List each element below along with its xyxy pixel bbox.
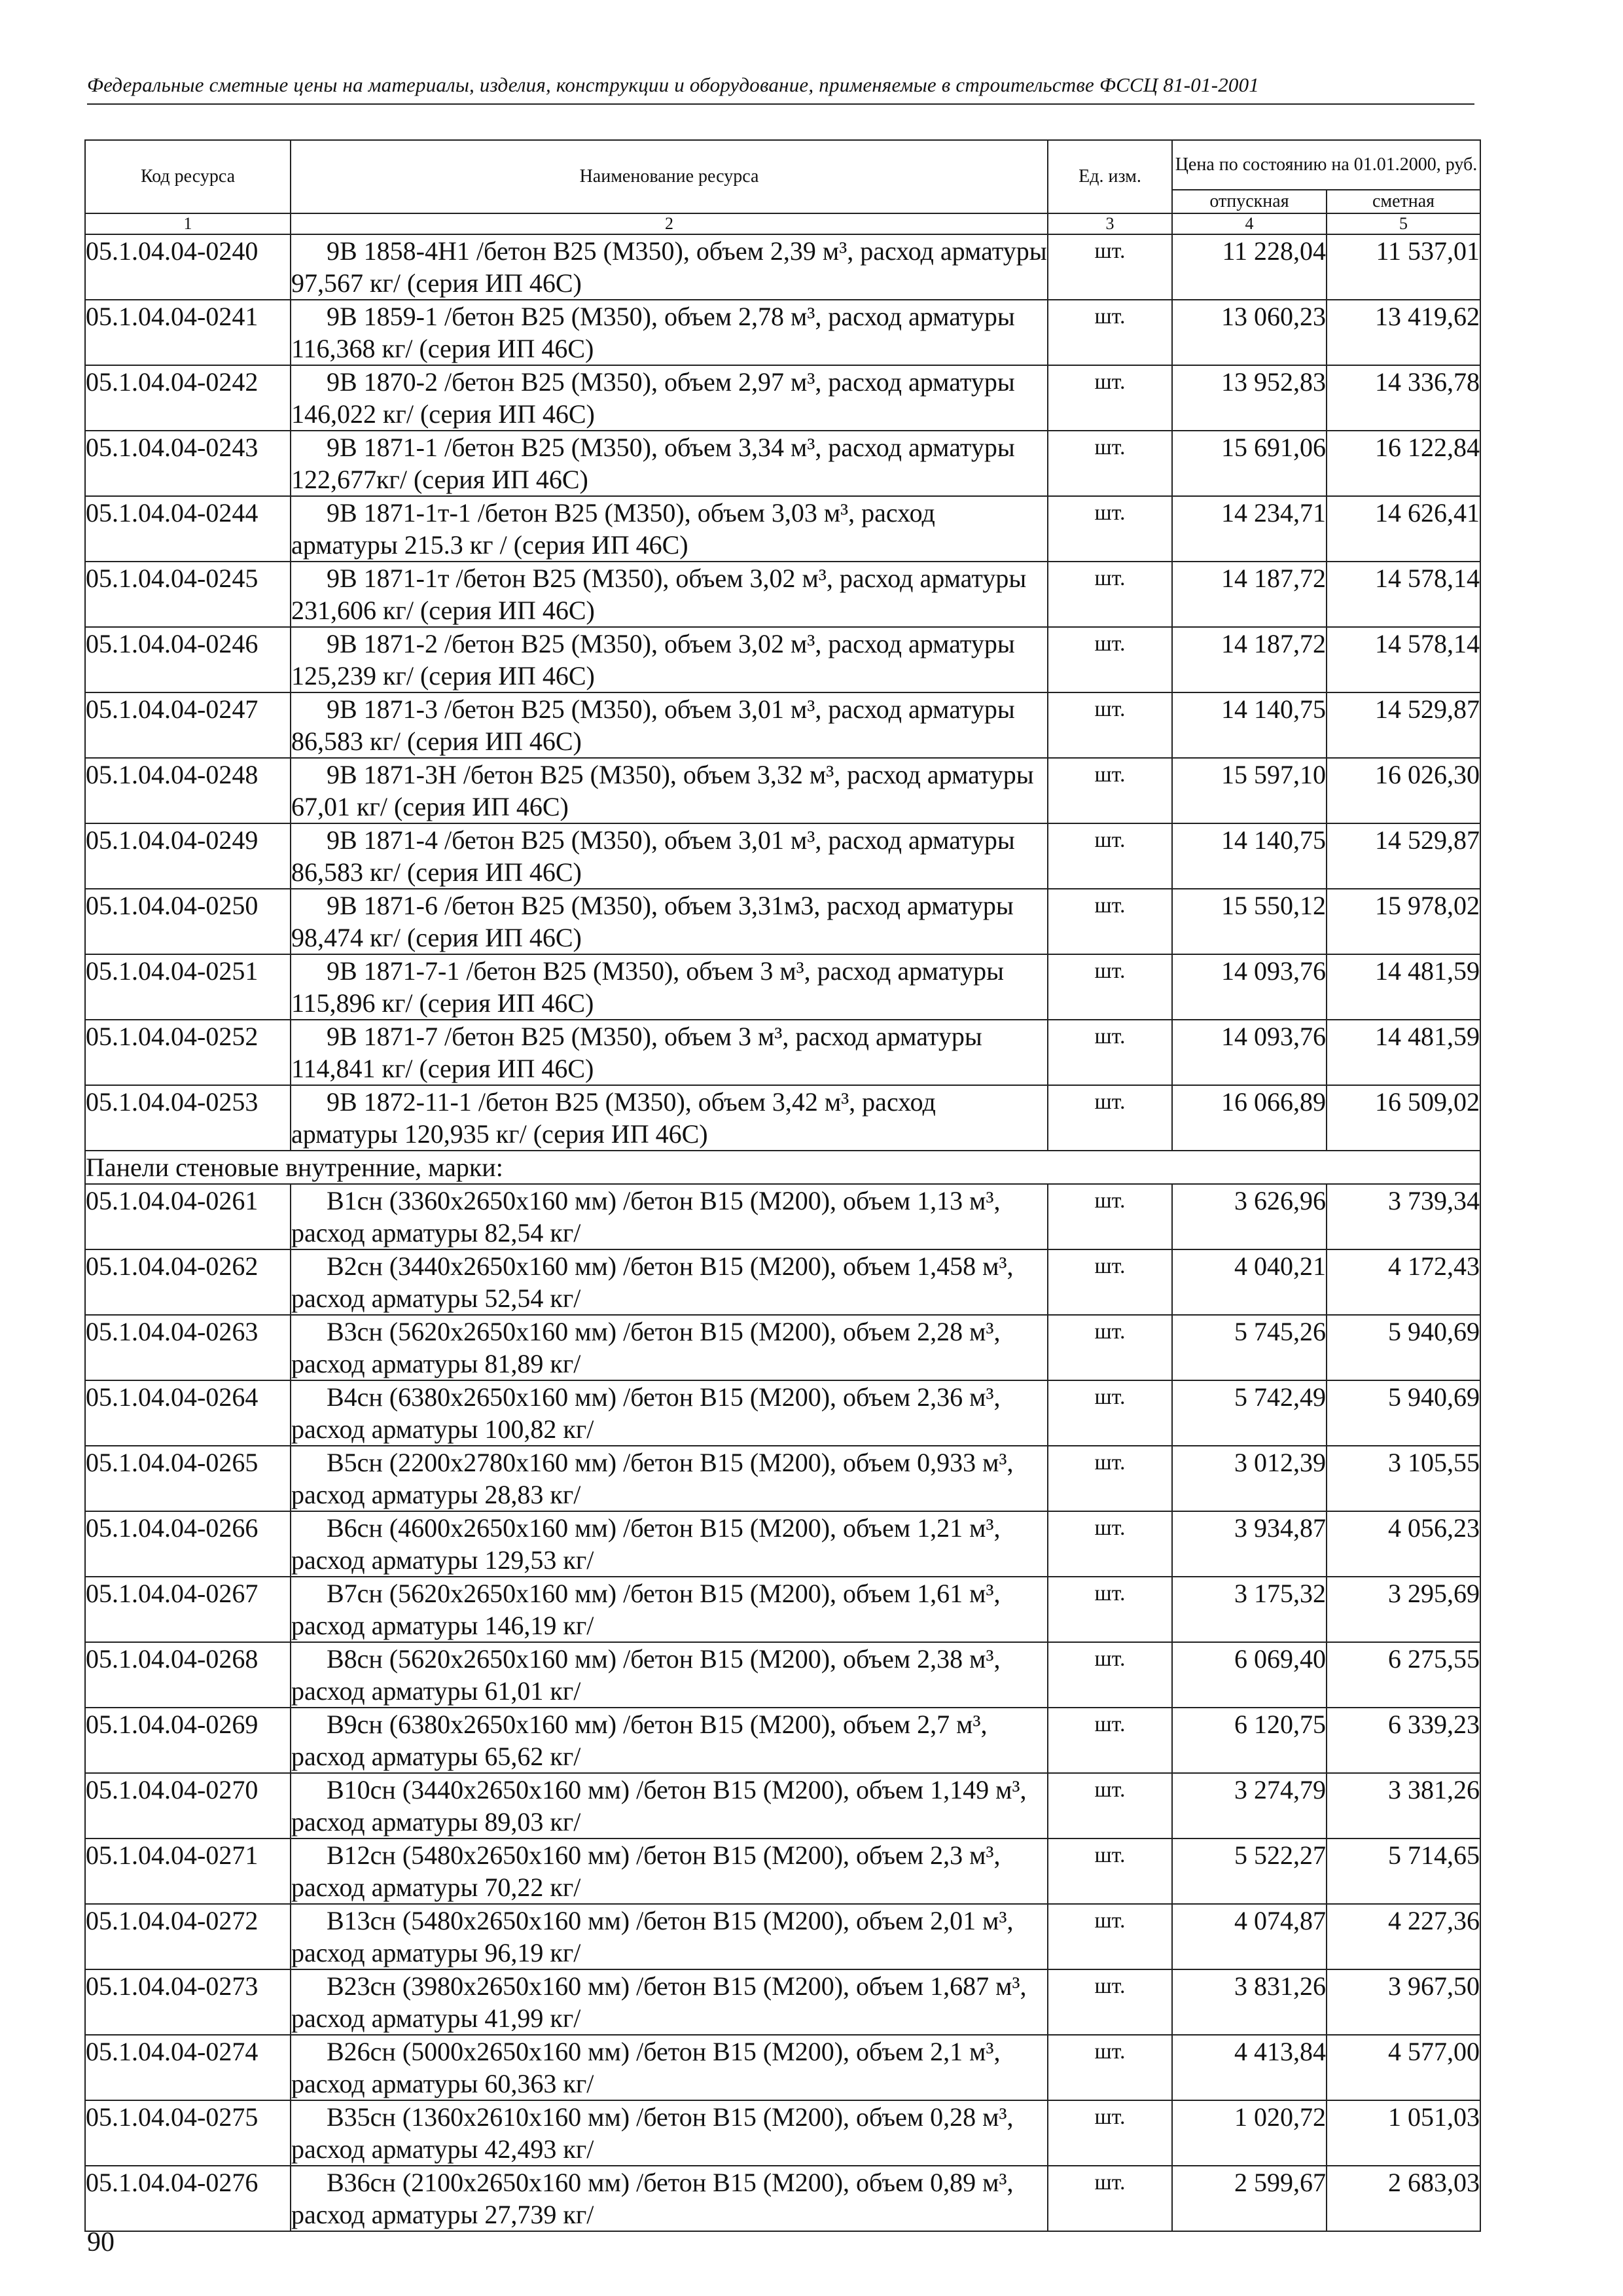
release-price-cell: 5 742,49 bbox=[1172, 1380, 1327, 1446]
table-row bbox=[85, 1904, 1480, 1969]
release-price-cell: 14 234,71 bbox=[1172, 496, 1327, 562]
code-cell: 05.1.04.04-0264 bbox=[85, 1380, 291, 1446]
name-cell bbox=[291, 692, 1048, 758]
release-price-cell: 15 550,12 bbox=[1172, 889, 1327, 954]
estimate-price-cell: 3 967,50 bbox=[1327, 1969, 1480, 2035]
name-cell bbox=[291, 1511, 1048, 1577]
code-cell: 05.1.04.04-0270 bbox=[85, 1773, 291, 1839]
resource-name: В9сн (6380х2650х160 мм) /бетон В15 (М200), объем 2,7 м³, расход арматуры 65,62 кг/ bbox=[291, 1710, 988, 1771]
release-price-cell: 15 691,06 bbox=[1172, 431, 1327, 496]
table-section bbox=[85, 1151, 1480, 1184]
estimate-price-cell: 16 026,30 bbox=[1327, 758, 1480, 823]
unit-cell: шт. bbox=[1048, 1085, 1172, 1151]
unit-cell: шт. bbox=[1048, 562, 1172, 627]
code-cell: 05.1.04.04-0268 bbox=[85, 1642, 291, 1708]
table-row bbox=[85, 1249, 1480, 1315]
column-number: 2 bbox=[291, 213, 1048, 234]
code-cell: 05.1.04.04-0243 bbox=[85, 431, 291, 496]
estimate-price-cell: 16 509,02 bbox=[1327, 1085, 1480, 1151]
estimate-price-cell: 5 940,69 bbox=[1327, 1315, 1480, 1380]
resource-name: 9В 1871-7 /бетон В25 (М350), объем 3 м³, расход арматуры 114,841 кг/ (серия ИП 46С) bbox=[291, 1022, 982, 1083]
estimate-price-cell: 13 419,62 bbox=[1327, 300, 1480, 365]
code-cell: 05.1.04.04-0265 bbox=[85, 1446, 291, 1511]
code-cell: 05.1.04.04-0266 bbox=[85, 1511, 291, 1577]
release-price-cell: 16 066,89 bbox=[1172, 1085, 1327, 1151]
estimate-price-cell: 11 537,01 bbox=[1327, 234, 1480, 300]
unit-cell: шт. bbox=[1048, 1249, 1172, 1315]
release-price-cell: 14 093,76 bbox=[1172, 1020, 1327, 1085]
estimate-price-cell: 6 275,55 bbox=[1327, 1642, 1480, 1708]
resource-name: В26сн (5000х2650х160 мм) /бетон В15 (М200), объем 2,1 м³, расход арматуры 60,363 кг/ bbox=[291, 2037, 1001, 2098]
table-row bbox=[85, 823, 1480, 889]
release-price-cell: 5 522,27 bbox=[1172, 1839, 1327, 1904]
name-cell bbox=[291, 2100, 1048, 2166]
unit-cell: шт. bbox=[1048, 300, 1172, 365]
name-cell bbox=[291, 300, 1048, 365]
release-price-cell: 3 626,96 bbox=[1172, 1184, 1327, 1249]
name-cell bbox=[291, 889, 1048, 954]
code-cell: 05.1.04.04-0272 bbox=[85, 1904, 291, 1969]
name-cell bbox=[291, 365, 1048, 431]
code-cell: 05.1.04.04-0244 bbox=[85, 496, 291, 562]
table-header bbox=[85, 140, 1480, 234]
estimate-price-cell: 3 381,26 bbox=[1327, 1773, 1480, 1839]
table-row bbox=[85, 431, 1480, 496]
name-cell bbox=[291, 496, 1048, 562]
table-row bbox=[85, 1969, 1480, 2035]
table-row bbox=[85, 234, 1480, 300]
resource-name: В2сн (3440х2650х160 мм) /бетон В15 (М200), объем 1,458 м³, расход арматуры 52,54 кг/ bbox=[291, 1251, 1014, 1313]
column-number: 5 bbox=[1327, 213, 1480, 234]
resource-name: В23сн (3980х2650х160 мм) /бетон В15 (М200), объем 1,687 м³, расход арматуры 41,99 кг/ bbox=[291, 1971, 1027, 2033]
release-price-cell: 14 140,75 bbox=[1172, 692, 1327, 758]
header-rule bbox=[87, 103, 1474, 105]
name-cell bbox=[291, 1184, 1048, 1249]
table-row bbox=[85, 1773, 1480, 1839]
code-cell: 05.1.04.04-0249 bbox=[85, 823, 291, 889]
resource-name: 9В 1871-3Н /бетон В25 (М350), объем 3,32 м³, расход арматуры 67,01 кг/ (серия ИП 46С) bbox=[291, 760, 1034, 821]
column-number: 3 bbox=[1048, 213, 1172, 234]
estimate-price-cell: 3 739,34 bbox=[1327, 1184, 1480, 1249]
resource-name: 9В 1871-1 /бетон В25 (М350), объем 3,34 м³, расход арматуры 122,677кг/ (серия ИП 46С) bbox=[291, 433, 1015, 494]
unit-cell: шт. bbox=[1048, 496, 1172, 562]
estimate-price-cell: 3 105,55 bbox=[1327, 1446, 1480, 1511]
resource-name: В1сн (3360х2650х160 мм) /бетон В15 (М200), объем 1,13 м³, расход арматуры 82,54 кг/ bbox=[291, 1186, 1001, 1247]
header-code: Код ресурса bbox=[85, 140, 291, 213]
release-price-cell: 2 599,67 bbox=[1172, 2166, 1327, 2231]
code-cell: 05.1.04.04-0250 bbox=[85, 889, 291, 954]
unit-cell: шт. bbox=[1048, 954, 1172, 1020]
estimate-price-cell: 4 172,43 bbox=[1327, 1249, 1480, 1315]
code-cell: 05.1.04.04-0261 bbox=[85, 1184, 291, 1249]
release-price-cell: 5 745,26 bbox=[1172, 1315, 1327, 1380]
release-price-cell: 6 069,40 bbox=[1172, 1642, 1327, 1708]
estimate-price-cell: 14 626,41 bbox=[1327, 496, 1480, 562]
table-row bbox=[85, 1085, 1480, 1151]
code-cell: 05.1.04.04-0273 bbox=[85, 1969, 291, 2035]
code-cell: 05.1.04.04-0275 bbox=[85, 2100, 291, 2166]
estimate-price-cell: 14 578,14 bbox=[1327, 562, 1480, 627]
estimate-price-cell: 4 577,00 bbox=[1327, 2035, 1480, 2100]
resource-name: 9В 1871-7-1 /бетон В25 (М350), объем 3 м³, расход арматуры 115,896 кг/ (серия ИП 46С) bbox=[291, 956, 1005, 1018]
resource-name: В12сн (5480х2650х160 мм) /бетон В15 (М200), объем 2,3 м³, расход арматуры 70,22 кг/ bbox=[291, 1840, 1001, 1902]
table-row bbox=[85, 1642, 1480, 1708]
code-cell: 05.1.04.04-0252 bbox=[85, 1020, 291, 1085]
name-cell bbox=[291, 1020, 1048, 1085]
unit-cell: шт. bbox=[1048, 1969, 1172, 2035]
code-cell: 05.1.04.04-0263 bbox=[85, 1315, 291, 1380]
estimate-price-cell: 14 578,14 bbox=[1327, 627, 1480, 692]
name-cell bbox=[291, 1085, 1048, 1151]
table-body-reinforced-blocks bbox=[85, 234, 1480, 1151]
resource-name: 9В 1859-1 /бетон В25 (М350), объем 2,78 м³, расход арматуры 116,368 кг/ (серия ИП 46С) bbox=[291, 302, 1015, 363]
release-price-cell: 14 187,72 bbox=[1172, 562, 1327, 627]
release-price-cell: 3 831,26 bbox=[1172, 1969, 1327, 2035]
resource-name: 9В 1858-4Н1 /бетон В25 (М350), объем 2,39 м³, расход арматуры 97,567 кг/ (серия ИП 46С) bbox=[291, 236, 1047, 298]
unit-cell: шт. bbox=[1048, 1773, 1172, 1839]
table-row bbox=[85, 1839, 1480, 1904]
unit-cell: шт. bbox=[1048, 692, 1172, 758]
table-body-wall-panels bbox=[85, 1184, 1480, 2231]
name-cell bbox=[291, 234, 1048, 300]
release-price-cell: 4 074,87 bbox=[1172, 1904, 1327, 1969]
unit-cell: шт. bbox=[1048, 234, 1172, 300]
price-table bbox=[84, 139, 1481, 2232]
code-cell: 05.1.04.04-0251 bbox=[85, 954, 291, 1020]
release-price-cell: 13 060,23 bbox=[1172, 300, 1327, 365]
code-cell: 05.1.04.04-0240 bbox=[85, 234, 291, 300]
resource-name: 9В 1871-1т /бетон В25 (М350), объем 3,02 м³, расход арматуры 231,606 кг/ (серия ИП 46С) bbox=[291, 564, 1027, 625]
table-row bbox=[85, 562, 1480, 627]
table-row bbox=[85, 1380, 1480, 1446]
code-cell: 05.1.04.04-0246 bbox=[85, 627, 291, 692]
release-price-cell: 3 274,79 bbox=[1172, 1773, 1327, 1839]
estimate-price-cell: 3 295,69 bbox=[1327, 1577, 1480, 1642]
code-cell: 05.1.04.04-0245 bbox=[85, 562, 291, 627]
name-cell bbox=[291, 562, 1048, 627]
estimate-price-cell: 4 227,36 bbox=[1327, 1904, 1480, 1969]
running-head: Федеральные сметные цены на материалы, изделия, конструкции и оборудование, применяемые в строительстве ФССЦ 81-01-2001 bbox=[87, 73, 1260, 96]
resource-name: 9В 1871-3 /бетон В25 (М350), объем 3,01 м³, расход арматуры 86,583 кг/ (серия ИП 46С) bbox=[291, 694, 1015, 756]
unit-cell: шт. bbox=[1048, 823, 1172, 889]
resource-name: 9В 1871-2 /бетон В25 (М350), объем 3,02 м³, расход арматуры 125,239 кг/ (серия ИП 46С) bbox=[291, 629, 1015, 691]
name-cell bbox=[291, 1642, 1048, 1708]
name-cell bbox=[291, 1249, 1048, 1315]
header-name: Наименование ресурса bbox=[291, 140, 1048, 213]
name-cell bbox=[291, 758, 1048, 823]
code-cell: 05.1.04.04-0271 bbox=[85, 1839, 291, 1904]
release-price-cell: 14 093,76 bbox=[1172, 954, 1327, 1020]
estimate-price-cell: 1 051,03 bbox=[1327, 2100, 1480, 2166]
resource-name: В13сн (5480х2650х160 мм) /бетон В15 (М200), объем 2,01 м³, расход арматуры 96,19 кг/ bbox=[291, 1906, 1014, 1967]
name-cell bbox=[291, 2166, 1048, 2231]
name-cell bbox=[291, 431, 1048, 496]
table-row bbox=[85, 1577, 1480, 1642]
unit-cell: шт. bbox=[1048, 1708, 1172, 1773]
name-cell bbox=[291, 1839, 1048, 1904]
table-row bbox=[85, 889, 1480, 954]
resource-name: В8сн (5620х2650х160 мм) /бетон В15 (М200), объем 2,38 м³, расход арматуры 61,01 кг/ bbox=[291, 1644, 1001, 1706]
code-cell: 05.1.04.04-0276 bbox=[85, 2166, 291, 2231]
unit-cell: шт. bbox=[1048, 1020, 1172, 1085]
release-price-cell: 3 175,32 bbox=[1172, 1577, 1327, 1642]
estimate-price-cell: 14 529,87 bbox=[1327, 692, 1480, 758]
release-price-cell: 4 413,84 bbox=[1172, 2035, 1327, 2100]
header-estimate-price: сметная bbox=[1327, 190, 1480, 213]
table-row bbox=[85, 692, 1480, 758]
release-price-cell: 1 020,72 bbox=[1172, 2100, 1327, 2166]
table-row bbox=[85, 1446, 1480, 1511]
unit-cell: шт. bbox=[1048, 1380, 1172, 1446]
column-number: 1 bbox=[85, 213, 291, 234]
estimate-price-cell: 16 122,84 bbox=[1327, 431, 1480, 496]
release-price-cell: 3 012,39 bbox=[1172, 1446, 1327, 1511]
release-price-cell: 3 934,87 bbox=[1172, 1511, 1327, 1577]
unit-cell: шт. bbox=[1048, 2166, 1172, 2231]
resource-name: 9В 1871-1т-1 /бетон В25 (М350), объем 3,03 м³, расход арматуры 215.3 кг / (серия ИП 46С) bbox=[291, 498, 935, 560]
code-cell: 05.1.04.04-0242 bbox=[85, 365, 291, 431]
code-cell: 05.1.04.04-0241 bbox=[85, 300, 291, 365]
estimate-price-cell: 14 529,87 bbox=[1327, 823, 1480, 889]
unit-cell: шт. bbox=[1048, 1315, 1172, 1380]
unit-cell: шт. bbox=[1048, 2100, 1172, 2166]
table-row bbox=[85, 300, 1480, 365]
unit-cell: шт. bbox=[1048, 431, 1172, 496]
name-cell bbox=[291, 823, 1048, 889]
table-row bbox=[85, 1315, 1480, 1380]
estimate-price-cell: 2 683,03 bbox=[1327, 2166, 1480, 2231]
table-row bbox=[85, 2035, 1480, 2100]
unit-cell: шт. bbox=[1048, 2035, 1172, 2100]
name-cell bbox=[291, 1708, 1048, 1773]
code-cell: 05.1.04.04-0262 bbox=[85, 1249, 291, 1315]
release-price-cell: 13 952,83 bbox=[1172, 365, 1327, 431]
table-row bbox=[85, 1020, 1480, 1085]
unit-cell: шт. bbox=[1048, 365, 1172, 431]
table-row bbox=[85, 1511, 1480, 1577]
resource-name: В7сн (5620х2650х160 мм) /бетон В15 (М200), объем 1,61 м³, расход арматуры 146,19 кг/ bbox=[291, 1579, 1001, 1640]
name-cell bbox=[291, 954, 1048, 1020]
unit-cell: шт. bbox=[1048, 1511, 1172, 1577]
release-price-cell: 14 187,72 bbox=[1172, 627, 1327, 692]
estimate-price-cell: 5 714,65 bbox=[1327, 1839, 1480, 1904]
header-price-group: Цена по состоянию на 01.01.2000, руб. bbox=[1172, 140, 1480, 190]
resource-name: В4сн (6380х2650х160 мм) /бетон В15 (М200), объем 2,36 м³, расход арматуры 100,82 кг/ bbox=[291, 1382, 1001, 1444]
estimate-price-cell: 15 978,02 bbox=[1327, 889, 1480, 954]
table-row bbox=[85, 1708, 1480, 1773]
code-cell: 05.1.04.04-0274 bbox=[85, 2035, 291, 2100]
unit-cell: шт. bbox=[1048, 1642, 1172, 1708]
release-price-cell: 6 120,75 bbox=[1172, 1708, 1327, 1773]
unit-cell: шт. bbox=[1048, 758, 1172, 823]
unit-cell: шт. bbox=[1048, 1446, 1172, 1511]
header-unit: Ед. изм. bbox=[1048, 140, 1172, 213]
name-cell bbox=[291, 1773, 1048, 1839]
resource-name: В10сн (3440х2650х160 мм) /бетон В15 (М200), объем 1,149 м³, расход арматуры 89,03 кг/ bbox=[291, 1775, 1027, 1837]
name-cell bbox=[291, 1904, 1048, 1969]
name-cell bbox=[291, 1577, 1048, 1642]
table-row bbox=[85, 954, 1480, 1020]
column-number: 4 bbox=[1172, 213, 1327, 234]
page-number: 90 bbox=[87, 2227, 115, 2257]
estimate-price-cell: 14 336,78 bbox=[1327, 365, 1480, 431]
estimate-price-cell: 14 481,59 bbox=[1327, 954, 1480, 1020]
resource-name: В3сн (5620х2650х160 мм) /бетон В15 (М200), объем 2,28 м³, расход арматуры 81,89 кг/ bbox=[291, 1317, 1001, 1378]
unit-cell: шт. bbox=[1048, 889, 1172, 954]
unit-cell: шт. bbox=[1048, 1577, 1172, 1642]
table-row bbox=[85, 496, 1480, 562]
resource-name: В5сн (2200х2780х160 мм) /бетон В15 (М200), объем 0,933 м³, расход арматуры 28,83 кг/ bbox=[291, 1448, 1014, 1509]
estimate-price-cell: 4 056,23 bbox=[1327, 1511, 1480, 1577]
name-cell bbox=[291, 1969, 1048, 2035]
resource-name: 9В 1872-11-1 /бетон В25 (М350), объем 3,42 м³, расход арматуры 120,935 кг/ (серия ИП 46С) bbox=[291, 1087, 936, 1149]
header-release-price: отпускная bbox=[1172, 190, 1327, 213]
estimate-price-cell: 6 339,23 bbox=[1327, 1708, 1480, 1773]
name-cell bbox=[291, 1380, 1048, 1446]
table-row bbox=[85, 2100, 1480, 2166]
resource-name: В6сн (4600х2650х160 мм) /бетон В15 (М200), объем 1,21 м³, расход арматуры 129,53 кг/ bbox=[291, 1513, 1001, 1575]
resource-name: В36сн (2100х2650х160 мм) /бетон В15 (М200), объем 0,89 м³, расход арматуры 27,739 кг/ bbox=[291, 2168, 1014, 2229]
name-cell bbox=[291, 2035, 1048, 2100]
table-row bbox=[85, 365, 1480, 431]
section-title: Панели стеновые внутренние, марки: bbox=[85, 1151, 1480, 1184]
code-cell: 05.1.04.04-0253 bbox=[85, 1085, 291, 1151]
table-row bbox=[85, 627, 1480, 692]
release-price-cell: 4 040,21 bbox=[1172, 1249, 1327, 1315]
release-price-cell: 11 228,04 bbox=[1172, 234, 1327, 300]
resource-name: 9В 1871-4 /бетон В25 (М350), объем 3,01 м³, расход арматуры 86,583 кг/ (серия ИП 46С) bbox=[291, 825, 1015, 887]
unit-cell: шт. bbox=[1048, 1184, 1172, 1249]
resource-name: 9В 1870-2 /бетон В25 (М350), объем 2,97 м³, расход арматуры 146,022 кг/ (серия ИП 46С) bbox=[291, 367, 1015, 429]
name-cell bbox=[291, 627, 1048, 692]
column-number-row bbox=[85, 213, 1480, 234]
estimate-price-cell: 14 481,59 bbox=[1327, 1020, 1480, 1085]
resource-name: 9В 1871-6 /бетон В25 (М350), объем 3,31м3, расход арматуры 98,474 кг/ (серия ИП 46С) bbox=[291, 891, 1014, 952]
release-price-cell: 14 140,75 bbox=[1172, 823, 1327, 889]
unit-cell: шт. bbox=[1048, 1839, 1172, 1904]
unit-cell: шт. bbox=[1048, 1904, 1172, 1969]
table-row bbox=[85, 2166, 1480, 2231]
code-cell: 05.1.04.04-0247 bbox=[85, 692, 291, 758]
code-cell: 05.1.04.04-0269 bbox=[85, 1708, 291, 1773]
release-price-cell: 15 597,10 bbox=[1172, 758, 1327, 823]
section-row bbox=[85, 1151, 1480, 1184]
code-cell: 05.1.04.04-0267 bbox=[85, 1577, 291, 1642]
resource-name: В35сн (1360х2610х160 мм) /бетон В15 (М200), объем 0,28 м³, расход арматуры 42,493 кг/ bbox=[291, 2102, 1014, 2164]
name-cell bbox=[291, 1315, 1048, 1380]
table-row bbox=[85, 758, 1480, 823]
code-cell: 05.1.04.04-0248 bbox=[85, 758, 291, 823]
table-row bbox=[85, 1184, 1480, 1249]
unit-cell: шт. bbox=[1048, 627, 1172, 692]
estimate-price-cell: 5 940,69 bbox=[1327, 1380, 1480, 1446]
name-cell bbox=[291, 1446, 1048, 1511]
